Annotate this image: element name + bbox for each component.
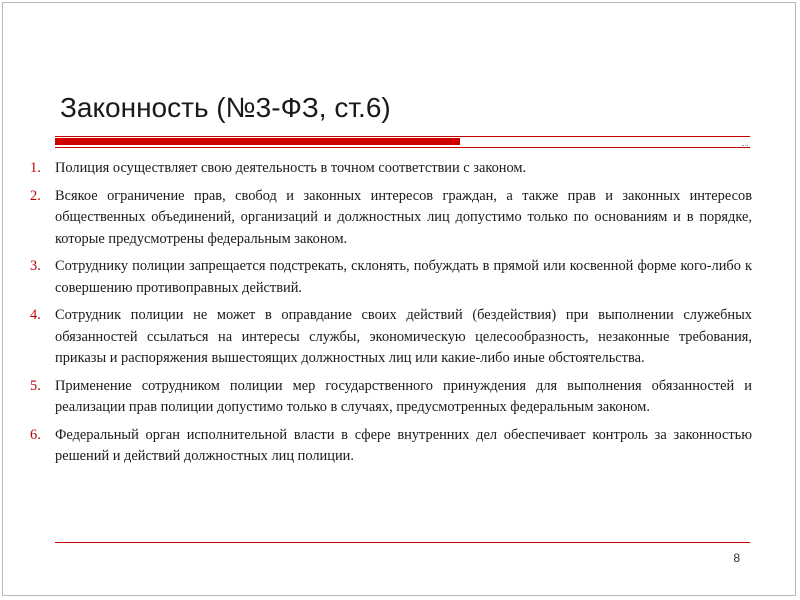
- list-item-text: Сотруднику полиции запрещается подстрекать, склонять, побуждать в прямой или косвенной форме кого-либо к совершению противоправных действий.: [55, 258, 752, 296]
- list-item: [30, 425, 752, 468]
- list-item-number: 1.: [30, 160, 41, 176]
- footer-rule: [55, 542, 750, 543]
- list-item-number: 4.: [30, 307, 41, 323]
- list-item-number: 3.: [30, 258, 41, 274]
- list-item-number: 6.: [30, 426, 41, 443]
- list-item: [30, 158, 752, 180]
- list-item: [30, 376, 752, 419]
- list-item: [30, 256, 752, 299]
- list-item-number: 2.: [30, 187, 41, 204]
- list-item: [30, 186, 752, 251]
- title-rule-bottom: [55, 147, 750, 148]
- list-item-number: 5.: [30, 377, 41, 394]
- list-item-text: Сотрудник полиции не может в оправдание своих действий (бездействия) при выполнении служебных обязанностей ссылаться на интересы службы, экономическую целесообразность, незаконные требования, приказы и распоряжения вышестоящих должностных лиц или какие-либо иные обстоятельства.: [55, 307, 752, 366]
- slide-title: Законность (№3-ФЗ, ст.6): [60, 92, 391, 123]
- list-item: [30, 305, 752, 370]
- list-item-text: Полиция осуществляет свою деятельность в точном соответствии с законом.: [55, 160, 527, 176]
- page-number: 8: [733, 551, 740, 565]
- article-list: [30, 158, 752, 474]
- title-accent-bar: [55, 138, 460, 145]
- list-item-text: Всякое ограничение прав, свобод и законных интересов граждан, а также прав и законных интересов общественных объединений, организаций и должностных лиц допустимо только по основаниям и в порядке, которые предусмотрены федеральным законом.: [55, 187, 752, 247]
- list-item-text: Применение сотрудником полиции мер государственного принуждения для выполнения обязанностей и реализации прав полиции допустимо только в случаях, предусмотренных федеральным законом.: [55, 377, 752, 415]
- title-rule-top: [55, 136, 750, 137]
- list-item-text: Федеральный орган исполнительной власти в сфере внутренних дел обеспечивает контроль за законностью решений и действий должностных лиц полиции.: [55, 426, 752, 464]
- title-rule-dots: [742, 145, 748, 148]
